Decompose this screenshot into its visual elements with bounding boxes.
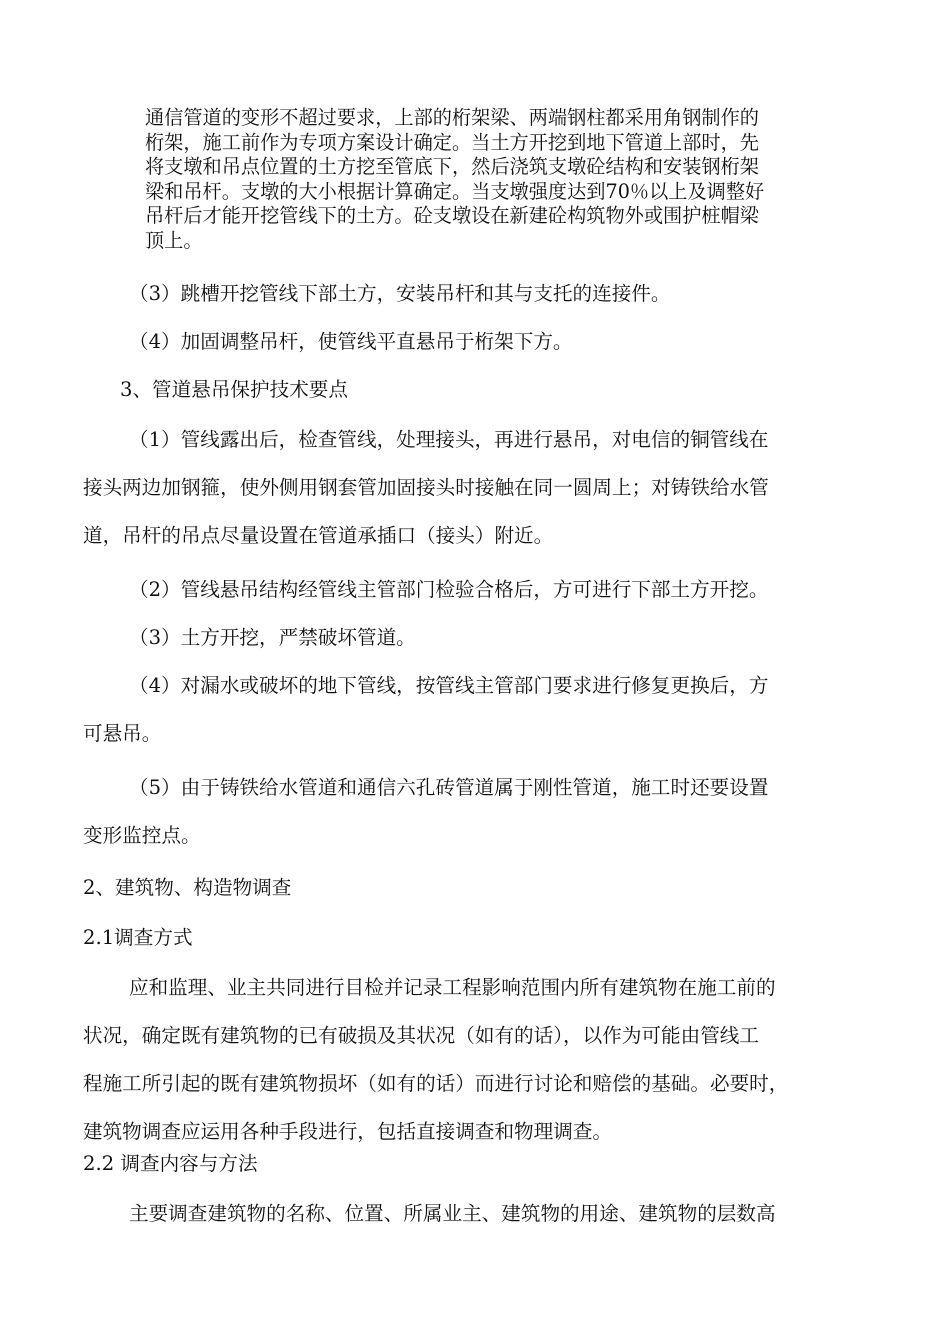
- content-paragraph: 主要调查建筑物的名称、位置、所属业主、建筑物的用途、建筑物的层数高: [129, 1202, 776, 1225]
- section-2-2-heading: 2.2 调查内容与方法: [83, 1152, 258, 1175]
- paragraph-line: （5）由于铸铁给水管道和通信六孔砖管道属于刚性管道，施工时还要设置: [129, 776, 769, 799]
- paragraph-line: （1）管线露出后，检查管线，处理接头，再进行悬吊，对电信的铜管线在: [129, 428, 769, 451]
- survey-paragraph: [83, 964, 788, 1156]
- paragraph-line: （4）对漏水或破坏的地下管线，按管线主管部门要求进行修复更换后，方: [129, 674, 769, 697]
- intro-line: 将支墩和吊点位置的土方挖至管底下，然后浇筑支墩砼结构和安装钢桁架: [145, 155, 759, 178]
- step-3: （3）跳槽开挖管线下部土方，安装吊杆和其与支托的连接件。: [129, 282, 671, 305]
- point-5-paragraph: [83, 764, 768, 860]
- intro-line: 吊杆后才能开挖管线下的土方。砼支墩设在新建砼构筑物外或围护桩帽梁: [145, 204, 759, 227]
- paragraph-line: 建筑物调查应运用各种手段进行，包括直接调查和物理调查。: [83, 1120, 613, 1143]
- paragraph-line: 应和监理、业主共同进行目检并记录工程影响范围内所有建筑物在施工前的: [129, 976, 776, 999]
- section-2-heading: 2、建筑物、构造物调查: [83, 876, 292, 899]
- paragraph-line: 可悬吊。: [83, 722, 162, 745]
- point-4-paragraph: [83, 662, 768, 758]
- paragraph-line: 变形监控点。: [83, 824, 201, 847]
- point-2: （2）管线悬吊结构经管线主管部门检验合格后，方可进行下部土方开挖。: [129, 578, 769, 601]
- intro-line: 桁架，施工前作为专项方案设计确定。当土方开挖到地下管道上部时，先: [145, 130, 759, 154]
- paragraph-line: 状况，确定既有建筑物的已有破损及其状况（如有的话），以作为可能由管线工: [83, 1024, 759, 1047]
- section-2-1-heading: 2.1调查方式: [83, 926, 193, 949]
- intro-line: 梁和吊杆。支墩的大小根据计算确定。当支墩强度达到70％以上及调整好: [145, 179, 765, 203]
- intro-line: 通信管道的变形不超过要求，上部的桁架梁、两端钢柱都采用角钢制作的: [145, 106, 759, 129]
- point-1-paragraph: [83, 416, 769, 560]
- paragraph-line: 程施工所引起的既有建筑物损坏（如有的话）而进行讨论和赔偿的基础。必要时，: [83, 1072, 789, 1095]
- point-3: （3）土方开挖，严禁破坏管道。: [129, 626, 416, 649]
- intro-line: 顶上。: [145, 228, 203, 252]
- paragraph-line: 接头两边加钢箍，使外侧用钢套管加固接头时接触在同一圆周上；对铸铁给水管: [83, 476, 769, 499]
- intro-paragraph: [145, 106, 764, 253]
- paragraph-line: 道，吊杆的吊点尽量设置在管道承插口（接头）附近。: [83, 524, 554, 547]
- step-4: （4）加固调整吊杆，使管线平直悬吊于桁架下方。: [129, 330, 573, 353]
- section-3-heading: 3、管道悬吊保护技术要点: [120, 378, 348, 401]
